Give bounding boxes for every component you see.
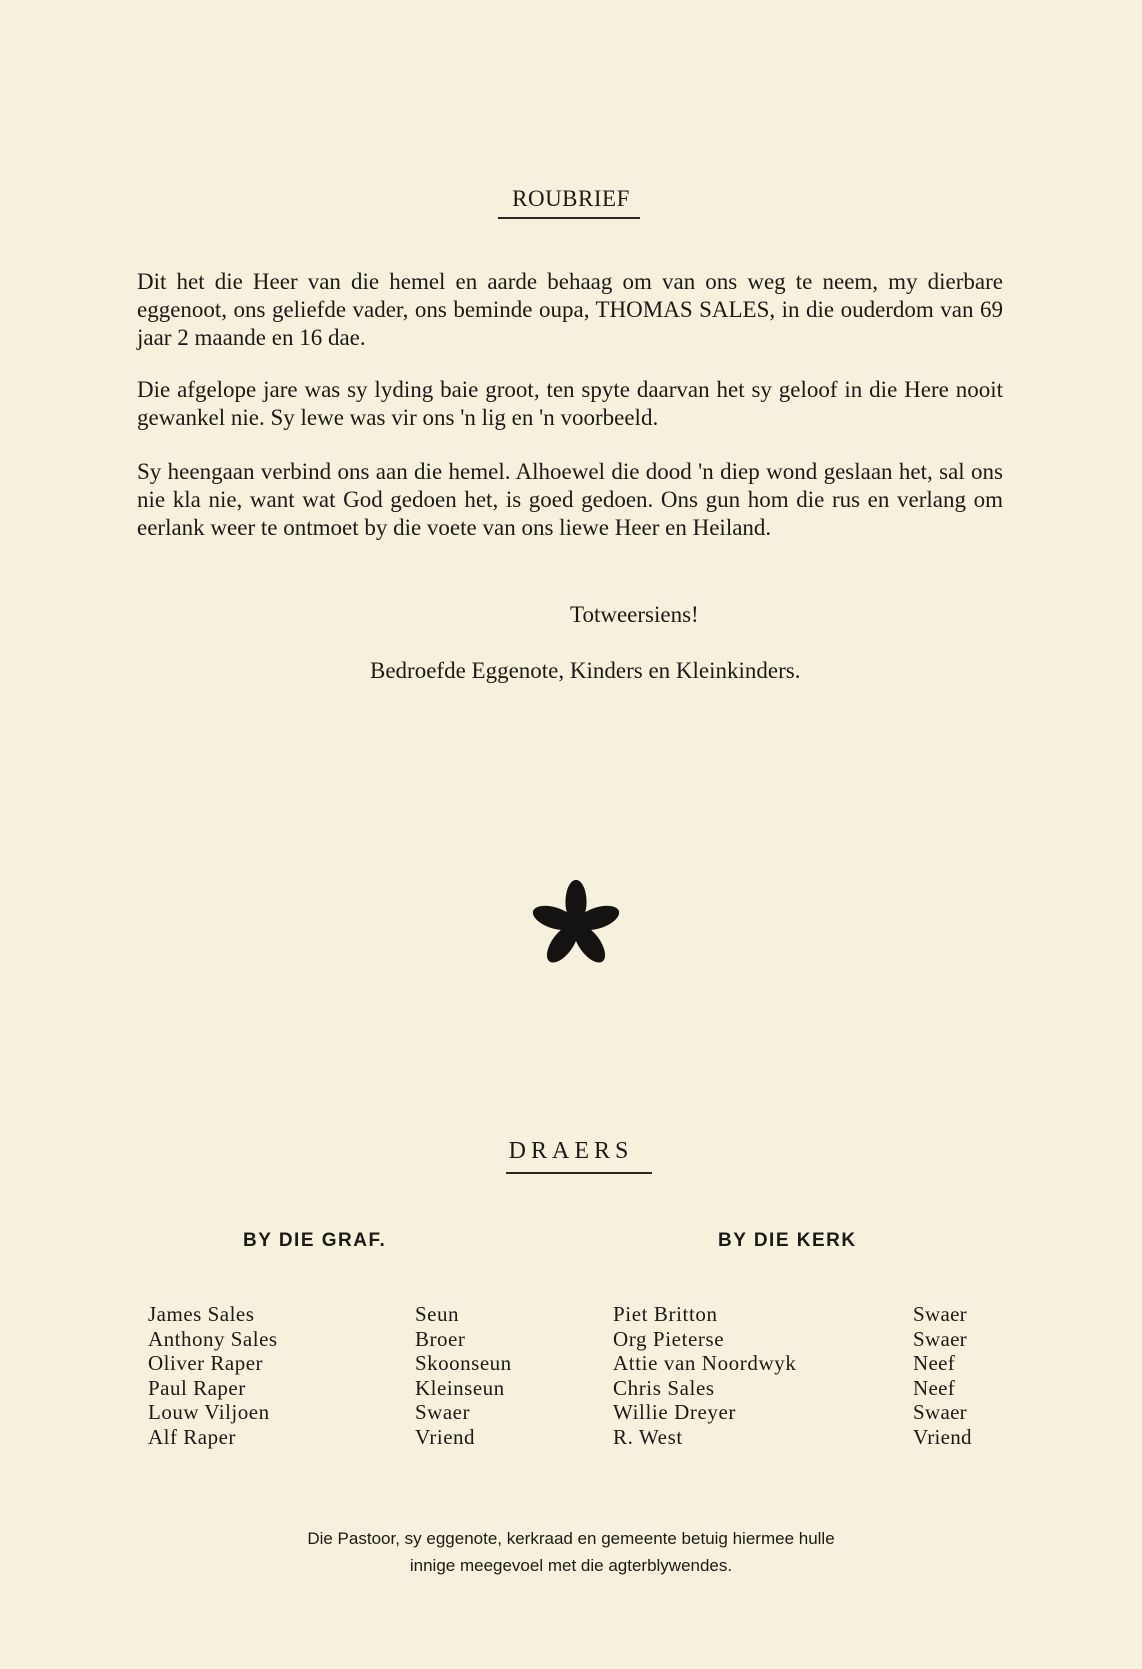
paragraph-2: Die afgelope jare was sy lyding baie groot, ten spyte daarvan het sy geloof in die Here nooit gewankel nie. Sy lewe was vir ons 'n lig en 'n voorbeeld.: [137, 377, 1003, 430]
list-item: Willie Dreyer: [613, 1400, 736, 1425]
list-item: Attie van Noordwyk: [613, 1351, 797, 1376]
list-item: Swaer: [913, 1400, 967, 1425]
list-item: Seun: [415, 1302, 459, 1326]
list-item: James Sales: [148, 1302, 255, 1326]
list-item: Broer: [415, 1326, 466, 1351]
list-item: Vriend: [913, 1424, 972, 1449]
paragraph-1: Dit het die Heer van die hemel en aarde behaag om van ons weg te neem, my dierbare eggenoot, ons geliefde vader, ons beminde oupa, THOMAS SALES, in die ouderdom van 69 jaar 2 maande en 16 dae.: [137, 269, 1003, 350]
closing-line-2: innige meegevoel met die agterblywendes.: [409, 1556, 733, 1575]
church-names-column: [613, 1302, 796, 1450]
flower-ornament-icon: [528, 875, 624, 975]
list-item: Swaer: [913, 1302, 967, 1326]
list-item: R. West: [613, 1424, 683, 1449]
list-item: Anthony Sales: [148, 1326, 278, 1351]
closing-line-1: Die Pastoor, sy eggenote, kerkraad en gemeente betuig hiermee hulle: [307, 1529, 835, 1548]
list-item: Swaer: [913, 1326, 967, 1351]
list-item: Swaer: [415, 1400, 470, 1425]
grave-relations-column: [415, 1302, 512, 1450]
paragraph-3: Sy heengaan verbind ons aan die hemel. Alhoewel die dood 'n diep wond geslaan het, sal ons nie kla nie, want wat God gedoen het, is goed gedoen. Ons gun hom die rus en verlang om eerlank weer te ontmoet by die voete van ons liewe Heer en Heiland.: [137, 459, 1003, 540]
pallbearers-underline: [506, 1172, 652, 1174]
list-item: Org Pieterse: [613, 1326, 725, 1351]
list-item: Kleinseun: [415, 1375, 505, 1400]
document-title: ROUBRIEF: [512, 186, 630, 211]
grave-names-column: [148, 1302, 278, 1450]
signature: Bedroefde Eggenote, Kinders en Kleinkinders.: [370, 658, 801, 683]
list-item: Chris Sales: [613, 1375, 715, 1400]
list-item: Vriend: [415, 1424, 476, 1449]
title-underline: [498, 217, 640, 219]
church-relations-column: [913, 1302, 972, 1450]
list-item: Alf Raper: [148, 1424, 236, 1449]
list-item: Louw Viljoen: [148, 1400, 270, 1425]
closing-note: [0, 1525, 1142, 1579]
church-heading: BY DIE KERK: [718, 1230, 857, 1251]
list-item: Skoonseun: [415, 1351, 512, 1376]
list-item: Piet Britton: [613, 1302, 718, 1326]
list-item: Neef: [913, 1351, 956, 1376]
list-item: Oliver Raper: [148, 1351, 264, 1376]
list-item: Paul Raper: [148, 1375, 246, 1400]
farewell: Totweersiens!: [570, 602, 699, 627]
pallbearers-title: DRAERS: [508, 1138, 634, 1164]
grave-heading: BY DIE GRAF.: [243, 1230, 387, 1251]
list-item: Neef: [913, 1375, 956, 1400]
